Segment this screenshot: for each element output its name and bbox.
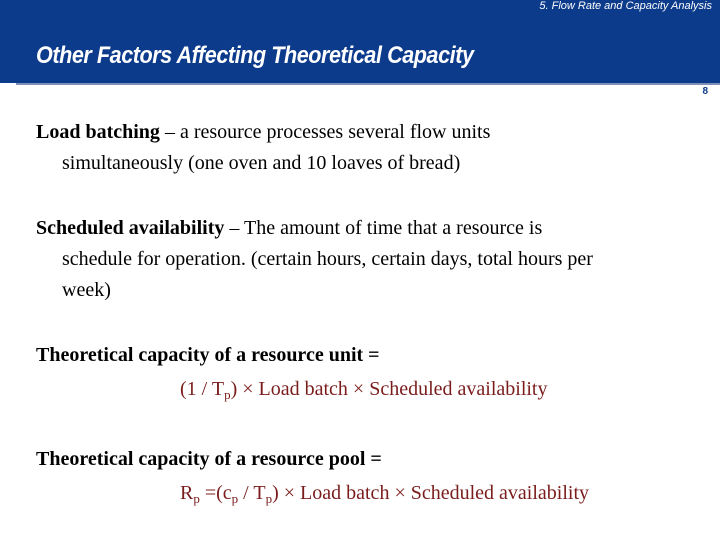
- unit-formula-sub-p: p: [224, 387, 231, 402]
- slide-title: Other Factors Affecting Theoretical Capacity: [36, 42, 474, 69]
- unit-capacity-formula: [180, 374, 547, 404]
- pool-formula-eq-open: =(c: [199, 482, 232, 504]
- section-label: 5. Flow Rate and Capacity Analysis: [539, 0, 712, 12]
- scheduled-availability-text-2: schedule for operation. (certain hours, certain days, total hours per: [62, 248, 593, 270]
- unit-formula-rest: ) × Load batch × Scheduled availability: [230, 378, 548, 400]
- scheduled-availability-term: Scheduled availability: [36, 217, 225, 239]
- pool-formula-slash-t: / T: [238, 482, 266, 504]
- pool-formula-rest: ) × Load batch × Scheduled availability: [272, 482, 589, 504]
- load-batching-dash: –: [159, 121, 180, 143]
- scheduled-availability-text-1: The amount of time that a resource is: [244, 217, 543, 239]
- pool-capacity-formula: [180, 478, 589, 508]
- load-batching-term: Load batching: [36, 121, 160, 143]
- load-batching-paragraph: [36, 117, 708, 179]
- unit-capacity-definition: Theoretical capacity of a resource unit =: [36, 344, 380, 366]
- title-underline: [16, 83, 720, 85]
- page-number: 8: [702, 86, 708, 97]
- pool-formula-sub-p-2: p: [231, 491, 239, 506]
- scheduled-availability-paragraph: [36, 213, 708, 306]
- pool-capacity-definition: Theoretical capacity of a resource pool =: [36, 448, 382, 470]
- load-batching-text-2: simultaneously (one oven and 10 loaves of bread): [62, 152, 461, 174]
- scheduled-availability-dash: –: [224, 217, 245, 239]
- pool-formula-sub-p-3: p: [265, 491, 273, 506]
- pool-formula-r: R: [180, 482, 194, 504]
- pool-formula-sub-p-1: p: [193, 491, 200, 506]
- unit-formula-open: (1 / T: [180, 378, 225, 400]
- scheduled-availability-text-3: week): [62, 279, 111, 301]
- load-batching-text-1: a resource processes several flow units: [179, 121, 491, 143]
